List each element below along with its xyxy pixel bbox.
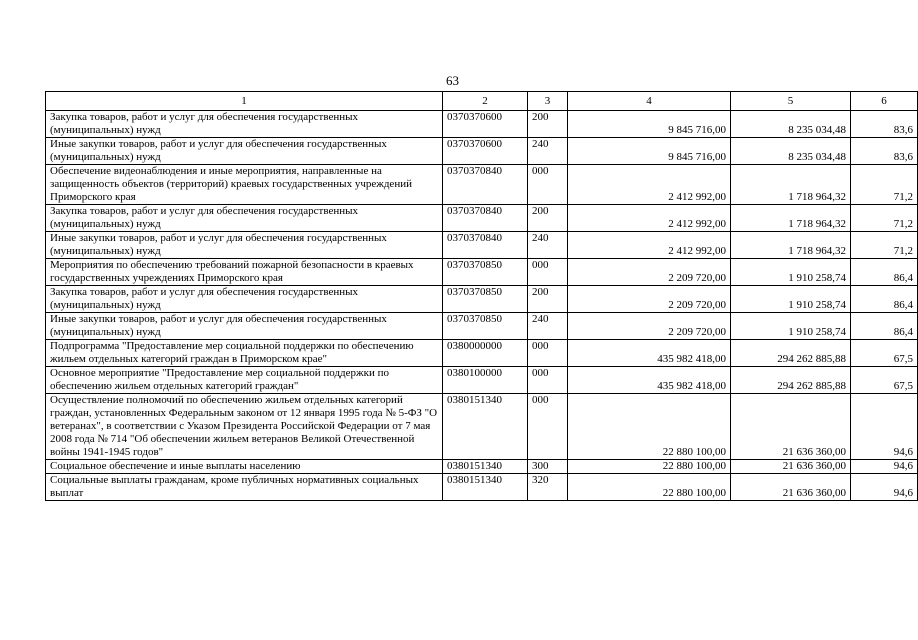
row-plan-amount-cell: 435 982 418,00 [568, 340, 731, 367]
column-header: 1 [46, 92, 443, 111]
row-percent-cell: 86,4 [851, 259, 918, 286]
row-actual-amount-cell: 1 718 964,32 [731, 165, 851, 205]
row-actual-amount-cell: 8 235 034,48 [731, 138, 851, 165]
table-row [46, 286, 918, 313]
table-row [46, 111, 918, 138]
row-code-cell: 0370370850 [443, 286, 528, 313]
row-code-cell: 0370370840 [443, 165, 528, 205]
column-header: 6 [851, 92, 918, 111]
row-actual-amount-cell: 8 235 034,48 [731, 111, 851, 138]
row-percent-cell: 67,5 [851, 367, 918, 394]
row-percent-cell: 83,6 [851, 138, 918, 165]
table-row [46, 232, 918, 259]
table-row [46, 474, 918, 501]
table-row [46, 313, 918, 340]
row-plan-amount-cell: 22 880 100,00 [568, 460, 731, 474]
row-name-cell: Мероприятия по обеспечению требований пожарной безопасности в краевых государственных учреждениях Приморского края [46, 259, 443, 286]
row-name-cell: Социальное обеспечение и иные выплаты населению [46, 460, 443, 474]
row-percent-cell: 71,2 [851, 205, 918, 232]
column-header-row [46, 92, 918, 111]
table-row [46, 340, 918, 367]
row-expense-type-cell: 000 [528, 394, 568, 460]
row-code-cell: 0370370840 [443, 232, 528, 259]
row-plan-amount-cell: 9 845 716,00 [568, 111, 731, 138]
row-code-cell: 0380100000 [443, 367, 528, 394]
row-name-cell: Основное мероприятие "Предоставление мер социальной поддержки по обеспечению жильем отдельных категорий граждан" [46, 367, 443, 394]
row-plan-amount-cell: 2 209 720,00 [568, 313, 731, 340]
row-expense-type-cell: 000 [528, 165, 568, 205]
row-actual-amount-cell: 294 262 885,88 [731, 367, 851, 394]
row-actual-amount-cell: 21 636 360,00 [731, 474, 851, 501]
column-header: 5 [731, 92, 851, 111]
row-plan-amount-cell: 9 845 716,00 [568, 138, 731, 165]
table-row [46, 205, 918, 232]
row-name-cell: Обеспечение видеонаблюдения и иные мероприятия, направленные на защищенность объектов (территорий) краевых государственных учреждений Приморского края [46, 165, 443, 205]
row-name-cell: Иные закупки товаров, работ и услуг для обеспечения государственных (муниципальных) нужд [46, 138, 443, 165]
row-expense-type-cell: 240 [528, 313, 568, 340]
table-row [46, 259, 918, 286]
row-percent-cell: 94,6 [851, 474, 918, 501]
row-code-cell: 0370370850 [443, 259, 528, 286]
row-percent-cell: 83,6 [851, 111, 918, 138]
row-expense-type-cell: 300 [528, 460, 568, 474]
page-number: 63 [446, 73, 459, 88]
row-name-cell: Осуществление полномочий по обеспечению жильем отдельных категорий граждан, установленных Федеральным законом от 12 января 1995 года № 5-ФЗ "О ветеранах", в соответствии с Указом Президента Российской Федерации от 7 мая 2008 года № 714 "Об обеспечении жильем ветеранов Великой Отечественной войны 1941-1945 годов" [46, 394, 443, 460]
table-row [46, 460, 918, 474]
table-row [46, 165, 918, 205]
row-plan-amount-cell: 2 412 992,00 [568, 232, 731, 259]
row-name-cell: Закупка товаров, работ и услуг для обеспечения государственных (муниципальных) нужд [46, 286, 443, 313]
row-actual-amount-cell: 21 636 360,00 [731, 460, 851, 474]
row-plan-amount-cell: 435 982 418,00 [568, 367, 731, 394]
row-percent-cell: 71,2 [851, 232, 918, 259]
row-percent-cell: 94,6 [851, 394, 918, 460]
row-percent-cell: 86,4 [851, 286, 918, 313]
table-row [46, 367, 918, 394]
row-percent-cell: 86,4 [851, 313, 918, 340]
row-actual-amount-cell: 294 262 885,88 [731, 340, 851, 367]
table-row [46, 138, 918, 165]
column-header: 4 [568, 92, 731, 111]
row-expense-type-cell: 000 [528, 340, 568, 367]
column-header: 2 [443, 92, 528, 111]
row-plan-amount-cell: 22 880 100,00 [568, 394, 731, 460]
table-body [46, 92, 918, 501]
row-code-cell: 0370370600 [443, 138, 528, 165]
row-expense-type-cell: 200 [528, 205, 568, 232]
row-code-cell: 0370370850 [443, 313, 528, 340]
row-actual-amount-cell: 1 718 964,32 [731, 205, 851, 232]
row-percent-cell: 67,5 [851, 340, 918, 367]
row-plan-amount-cell: 2 412 992,00 [568, 165, 731, 205]
row-name-cell: Социальные выплаты гражданам, кроме публичных нормативных социальных выплат [46, 474, 443, 501]
row-actual-amount-cell: 1 910 258,74 [731, 286, 851, 313]
row-name-cell: Иные закупки товаров, работ и услуг для обеспечения государственных (муниципальных) нужд [46, 232, 443, 259]
row-expense-type-cell: 320 [528, 474, 568, 501]
row-code-cell: 0370370600 [443, 111, 528, 138]
row-plan-amount-cell: 2 209 720,00 [568, 259, 731, 286]
row-code-cell: 0370370840 [443, 205, 528, 232]
row-actual-amount-cell: 1 718 964,32 [731, 232, 851, 259]
column-header: 3 [528, 92, 568, 111]
row-percent-cell: 94,6 [851, 460, 918, 474]
row-expense-type-cell: 000 [528, 259, 568, 286]
row-expense-type-cell: 200 [528, 111, 568, 138]
table-row [46, 394, 918, 460]
row-name-cell: Закупка товаров, работ и услуг для обеспечения государственных (муниципальных) нужд [46, 111, 443, 138]
row-actual-amount-cell: 21 636 360,00 [731, 394, 851, 460]
row-plan-amount-cell: 2 412 992,00 [568, 205, 731, 232]
row-expense-type-cell: 240 [528, 232, 568, 259]
row-name-cell: Иные закупки товаров, работ и услуг для обеспечения государственных (муниципальных) нужд [46, 313, 443, 340]
row-actual-amount-cell: 1 910 258,74 [731, 259, 851, 286]
row-plan-amount-cell: 22 880 100,00 [568, 474, 731, 501]
budget-table [45, 91, 918, 501]
row-expense-type-cell: 240 [528, 138, 568, 165]
row-code-cell: 0380000000 [443, 340, 528, 367]
row-expense-type-cell: 000 [528, 367, 568, 394]
row-code-cell: 0380151340 [443, 460, 528, 474]
row-code-cell: 0380151340 [443, 394, 528, 460]
row-code-cell: 0380151340 [443, 474, 528, 501]
row-percent-cell: 71,2 [851, 165, 918, 205]
row-name-cell: Закупка товаров, работ и услуг для обеспечения государственных (муниципальных) нужд [46, 205, 443, 232]
row-actual-amount-cell: 1 910 258,74 [731, 313, 851, 340]
row-plan-amount-cell: 2 209 720,00 [568, 286, 731, 313]
row-name-cell: Подпрограмма "Предоставление мер социальной поддержки по обеспечению жильем отдельных категорий граждан в Приморском крае" [46, 340, 443, 367]
row-expense-type-cell: 200 [528, 286, 568, 313]
